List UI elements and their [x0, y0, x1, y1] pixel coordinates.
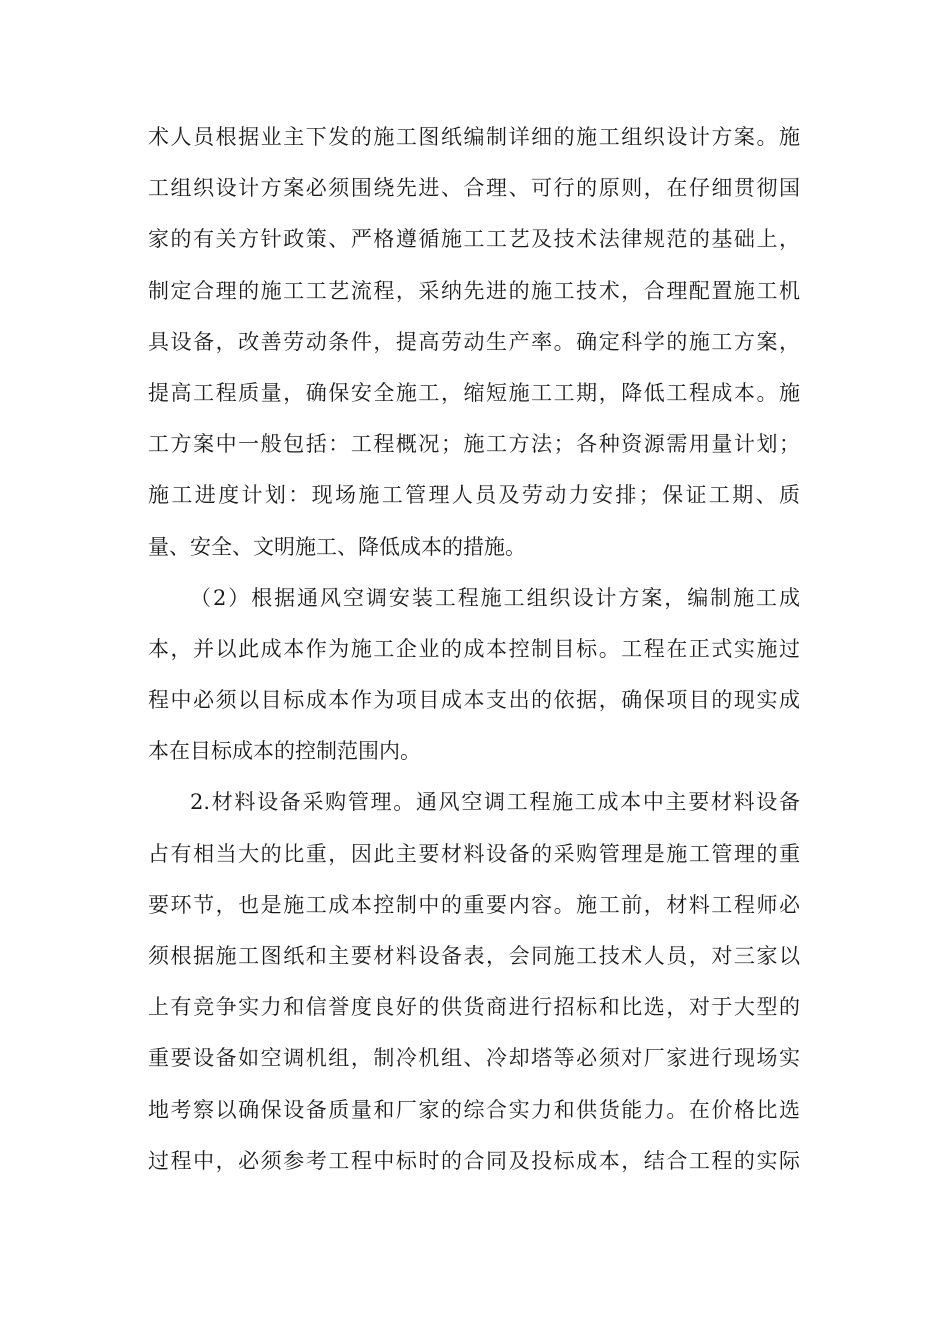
text-line: 制定合理的施工工艺流程，采纳先进的施工技术，合理配置施工机: [148, 278, 800, 303]
paragraph-material-procurement: [148, 777, 800, 1187]
text-line: 重要设备如空调机组，制冷机组、冷却塔等必须对厂家进行现场实: [148, 1046, 800, 1071]
text-line: 量、安全、文明施工、降低成本的措施。: [148, 534, 526, 559]
text-line: 具设备，改善劳动条件，提高劳动生产率。确定科学的施工方案，: [148, 329, 800, 354]
text-line: 工组织设计方案必须围绕先进、合理、可行的原则，在仔细贯彻国: [148, 176, 800, 201]
text-line: 家的有关方针政策、严格遵循施工工艺及技术法律规范的基础上，: [148, 227, 800, 252]
text-line: 本在目标成本的控制范围内。: [148, 739, 421, 764]
text-line: 提高工程质量，确保安全施工，缩短施工工期，降低工程成本。施: [148, 380, 800, 405]
text-line: 程中必须以目标成本作为项目成本支出的依据，确保项目的现实成: [148, 688, 800, 713]
text-line: 2.材料设备采购管理。通风空调工程施工成本中主要材料设备: [190, 790, 800, 815]
text-line: 本，并以此成本作为施工企业的成本控制目标。工程在正式实施过: [148, 636, 800, 661]
text-line: 工方案中一般包括：工程概况；施工方法；各种资源需用量计划；: [148, 432, 800, 457]
text-line: 上有竞争实力和信誉度良好的供货商进行招标和比选，对于大型的: [148, 995, 800, 1020]
text-line: 术人员根据业主下发的施工图纸编制详细的施工组织设计方案。施: [148, 125, 800, 149]
paragraph-continuation: [148, 112, 800, 573]
text-line: 地考察以确保设备质量和厂家的综合实力和供货能力。在价格比选: [148, 1097, 800, 1122]
document-body: [148, 112, 800, 1187]
text-line: 要环节，也是施工成本控制中的重要内容。施工前，材料工程师必: [148, 892, 800, 917]
text-line: 占有相当大的比重，因此主要材料设备的采购管理是施工管理的重: [148, 841, 800, 866]
text-line: 须根据施工图纸和主要材料设备表，会同施工技术人员，对三家以: [148, 944, 800, 968]
paragraph-item-2: [148, 573, 800, 778]
text-line: 过程中，必须参考工程中标时的合同及投标成本，结合工程的实际: [148, 1148, 800, 1173]
text-line: 施工进度计划：现场施工管理人员及劳动力安排；保证工期、质: [148, 483, 800, 508]
text-line: （2）根据通风空调安装工程施工组织设计方案，编制施工成: [190, 585, 800, 610]
